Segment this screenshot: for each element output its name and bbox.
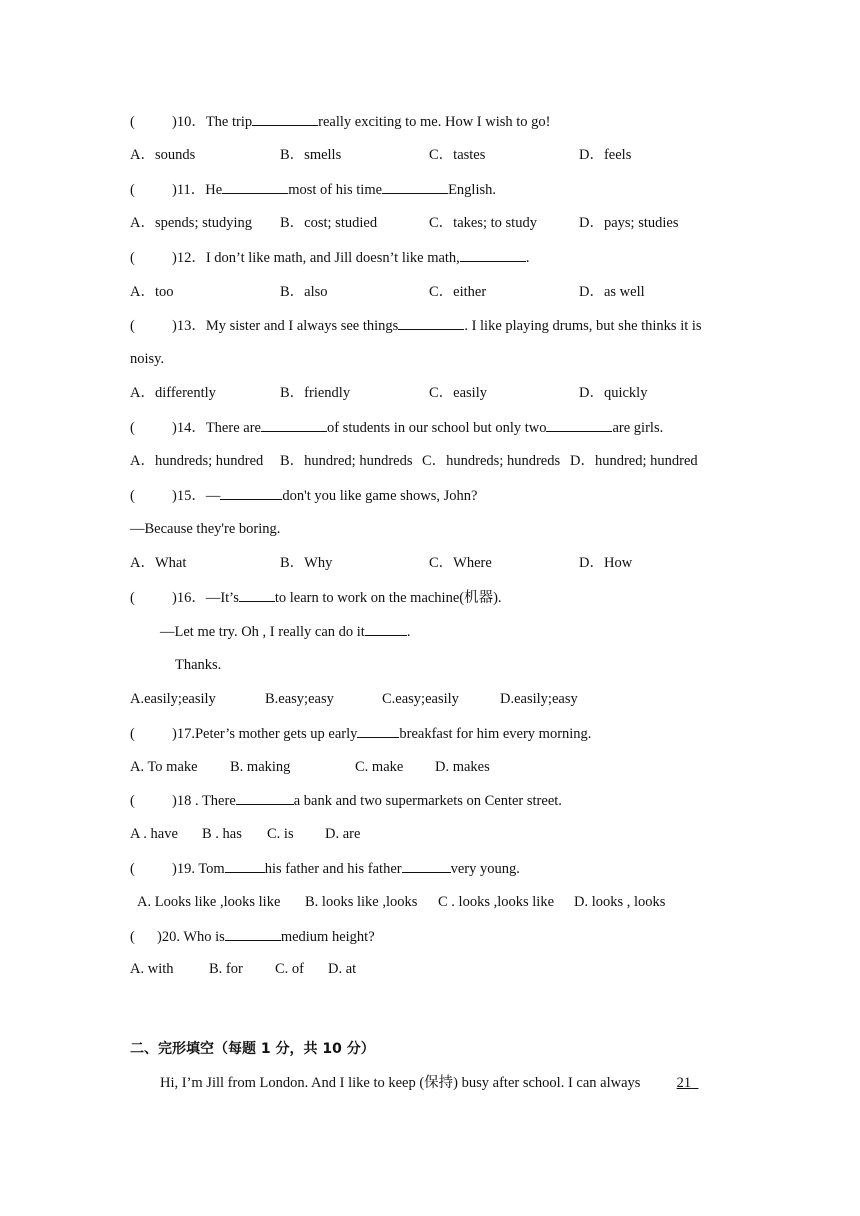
option-c: C．takes; to study (429, 215, 537, 231)
option-c: C．hundreds; hundreds (422, 453, 561, 469)
question-stem-end: to learn to work on the machine(机器). (274, 590, 502, 606)
question-stem-end: . I like playing drums, but she thinks it is (464, 318, 702, 334)
question-20 (130, 926, 375, 947)
question-stem: )16．—It’s (172, 590, 239, 606)
option-a: A . have (130, 826, 178, 842)
option-a: A．What (130, 555, 187, 571)
option-b: B . has (202, 826, 242, 842)
option-d: D.easily;easy (500, 691, 578, 707)
options-10 (130, 145, 750, 165)
question-stem-mid: most of his time (288, 182, 383, 198)
section-heading: 二、完形填空（每题 1 分，共 10 分） (130, 1041, 375, 1057)
question-stem-end: . (525, 250, 530, 266)
answer-blank (261, 417, 327, 432)
option-c: C．either (429, 284, 487, 300)
option-a: A.easily;easily (130, 691, 216, 707)
option-b: B．friendly (280, 385, 351, 401)
answer-paren: ( (130, 929, 135, 945)
answer-blank (225, 926, 281, 941)
option-d: D. at (328, 961, 357, 977)
question-stem: )12．I don’t like math, and Jill doesn’t like math, (172, 250, 460, 266)
question-stem-end: a bank and two supermarkets on Center street. (293, 793, 562, 809)
option-d: D．How (579, 555, 633, 571)
question-stem-mid: his father and his father (264, 861, 402, 877)
options-19 (130, 892, 750, 912)
question-stem-end: medium height? (280, 929, 375, 945)
option-c: C. make (355, 759, 404, 775)
option-d: D. are (325, 826, 361, 842)
option-c: C. of (275, 961, 304, 977)
question-stem-end: breakfast for him every morning. (399, 726, 592, 742)
answer-blank (402, 858, 451, 873)
question-stem: )18 . There (172, 793, 236, 809)
options-18 (130, 824, 750, 844)
option-a: A．differently (130, 385, 216, 401)
option-c: C．tastes (429, 147, 486, 163)
question-stem: )10．The trip (172, 114, 253, 130)
answer-paren: ( (130, 793, 135, 809)
option-b: B. making (230, 759, 291, 775)
passage-sentence: Hi, I’m Jill from London. And I like to keep (保持) busy after school. I can always (160, 1075, 641, 1091)
options-13 (130, 383, 750, 403)
options-17 (130, 757, 750, 777)
dialogue-line: —Let me try. Oh , I really can do it (160, 624, 365, 640)
question-stem: )11．He (172, 182, 223, 198)
answer-paren: ( (130, 726, 135, 742)
answer-blank (357, 723, 399, 738)
passage-blank-21 (640, 1073, 698, 1093)
answer-blank (398, 315, 464, 330)
option-b: B．cost; studied (280, 215, 378, 231)
answer-paren: ( (130, 318, 135, 334)
question-stem: )20. Who is (157, 929, 225, 945)
blank-number: 21 (676, 1075, 692, 1091)
question-10 (130, 111, 551, 132)
options-14 (130, 451, 750, 471)
options-15 (130, 553, 750, 573)
question-16 (130, 587, 502, 608)
options-16 (130, 689, 750, 709)
answer-paren: ( (130, 590, 135, 606)
answer-blank (220, 485, 282, 500)
question-stem: )13．My sister and I always see things (172, 318, 399, 334)
option-b: B．also (280, 284, 328, 300)
question-17 (130, 723, 591, 744)
answer-paren: ( (130, 420, 135, 436)
question-13-continued: noisy. (130, 351, 165, 367)
answer-paren: ( (130, 182, 135, 198)
question-19 (130, 858, 520, 879)
answer-blank (225, 858, 265, 873)
answer-blank (236, 790, 294, 805)
option-c: C．easily (429, 385, 487, 401)
option-b: B. for (209, 961, 243, 977)
dialogue-line-end: . (406, 624, 411, 640)
option-c: C . looks ,looks like (438, 894, 555, 910)
question-16-thanks: Thanks. (175, 657, 222, 673)
answer-blank (382, 179, 448, 194)
question-stem: )15．— (172, 488, 221, 504)
answer-blank (222, 179, 288, 194)
option-d: D．quickly (579, 385, 648, 401)
question-stem-end: really exciting to me. How I wish to go! (318, 114, 551, 130)
options-11 (130, 213, 750, 233)
question-stem-end: are girls. (612, 420, 664, 436)
option-a: A．spends; studying (130, 215, 253, 231)
answer-paren: ( (130, 114, 135, 130)
question-18 (130, 790, 562, 811)
option-c: C. is (267, 826, 294, 842)
option-d: D. looks , looks (574, 894, 666, 910)
question-stem-end: very young. (450, 861, 520, 877)
option-a: A．too (130, 284, 174, 300)
question-11 (130, 179, 496, 200)
question-16-dialogue (160, 621, 410, 642)
option-d: D．feels (579, 147, 632, 163)
option-d: D．pays; studies (579, 215, 679, 231)
option-a: A. To make (130, 759, 198, 775)
options-12 (130, 282, 750, 302)
answer-paren: ( (130, 861, 135, 877)
answer-blank (460, 247, 526, 262)
question-15 (130, 485, 477, 506)
question-stem-mid: of students in our school but only two (326, 420, 547, 436)
answer-blank (252, 111, 318, 126)
question-stem: )14．There are (172, 420, 261, 436)
question-13 (130, 315, 702, 336)
question-15-answer-line: —Because they're boring. (130, 521, 281, 537)
passage-text (160, 1073, 698, 1093)
question-stem: )19. Tom (172, 861, 225, 877)
option-d: D. makes (435, 759, 490, 775)
option-b: B.easy;easy (265, 691, 334, 707)
option-a: A．hundreds; hundred (130, 453, 264, 469)
option-a: A. Looks like ,looks like (137, 894, 281, 910)
answer-blank (365, 621, 407, 636)
answer-blank (546, 417, 612, 432)
option-c: C.easy;easily (382, 691, 459, 707)
options-20 (130, 959, 750, 979)
question-14 (130, 417, 663, 438)
option-a: A．sounds (130, 147, 196, 163)
option-d: D．hundred; hundred (570, 453, 698, 469)
option-c: C．Where (429, 555, 492, 571)
option-b: B．hundred; hundreds (280, 453, 413, 469)
answer-paren: ( (130, 250, 135, 266)
option-b: B．Why (280, 555, 333, 571)
option-b: B．smells (280, 147, 342, 163)
option-d: D．as well (579, 284, 645, 300)
option-b: B. looks like ,looks (305, 894, 418, 910)
answer-blank (239, 587, 275, 602)
option-a: A. with (130, 961, 174, 977)
question-stem-end: don't you like game shows, John? (282, 488, 478, 504)
answer-paren: ( (130, 488, 135, 504)
question-stem: )17.Peter’s mother gets up early (172, 726, 358, 742)
question-stem-end: English. (448, 182, 496, 198)
question-12 (130, 247, 529, 268)
